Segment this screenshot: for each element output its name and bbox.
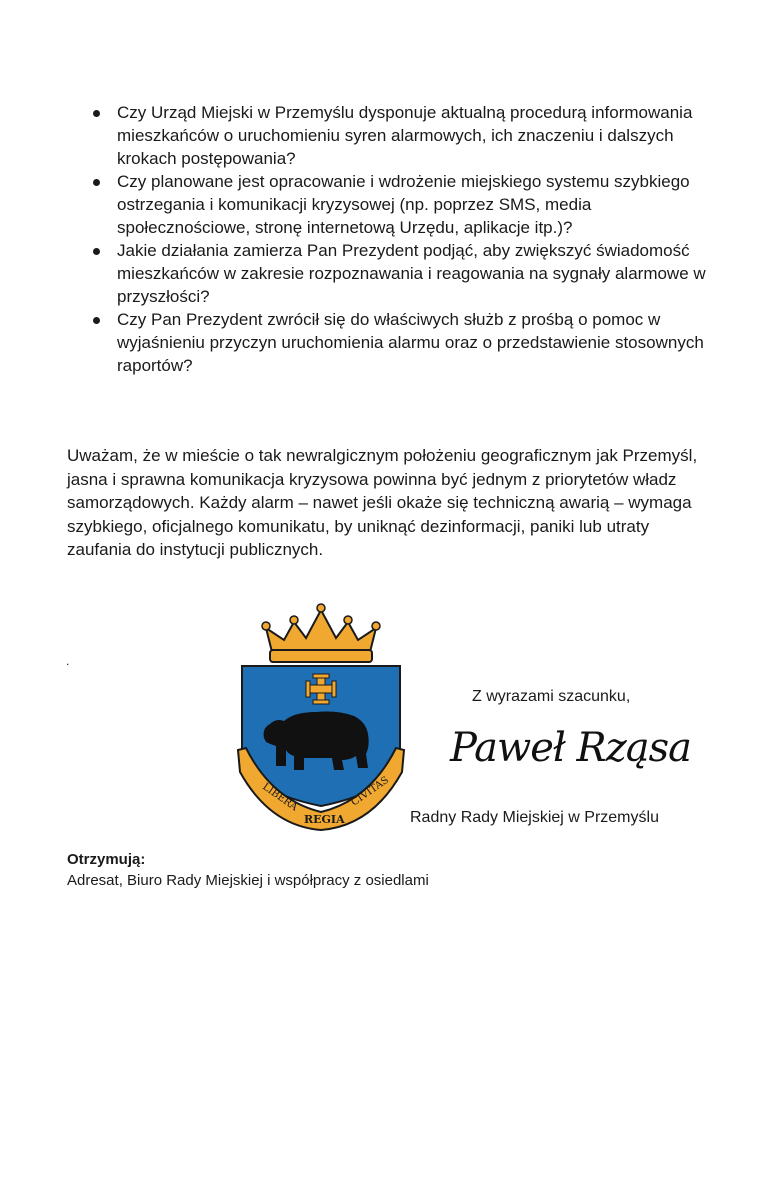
question-text: Jakie działania zamierza Pan Prezydent podjąć, aby zwiększyć świadomość mieszkańców w zakresie rozpoznawania i reagowania na sygnały alarmowe w przyszłości? bbox=[117, 241, 706, 306]
question-text: Czy planowane jest opracowanie i wdrożenie miejskiego systemu szybkiego ostrzegania i komunikacji kryzysowej (np. poprzez SMS, media społecznościowe, stronę internetową Urzędu, aplikacje itp.)? bbox=[117, 172, 690, 237]
list-item bbox=[93, 308, 713, 377]
question-list bbox=[93, 101, 713, 377]
crown-icon bbox=[262, 604, 380, 662]
list-item bbox=[93, 170, 713, 239]
handwritten-signature: Paweł Rząsa bbox=[450, 725, 691, 771]
motto-word: REGIA bbox=[304, 813, 345, 826]
coat-of-arms-icon bbox=[232, 600, 410, 832]
bullet-icon bbox=[93, 110, 100, 117]
bullet-icon bbox=[93, 317, 100, 324]
question-text: Czy Urząd Miejski w Przemyślu dysponuje aktualną procedurą informowania mieszkańców o uruchomieniu syren alarmowych, ich znaczeniu i dalszych krokach postępowania? bbox=[117, 103, 693, 168]
body-paragraph: Uważam, że w mieście o tak newralgicznym położeniu geograficznym jak Przemyśl, jasna i sprawna komunikacja kryzysowa powinna być jednym z priorytetów władz samorządowych. Każdy alarm – nawet jeśli okaże się techniczną awarią – wymaga szybkiego, oficjalnego komunikatu, by uniknąć dezinformacji, paniki lub utraty zaufania do instytucji publicznych. bbox=[67, 446, 698, 559]
bullet-icon bbox=[93, 179, 100, 186]
recipients-list: Adresat, Biuro Rady Miejskiej i współpracy z osiedlami bbox=[67, 872, 429, 889]
stray-mark: . bbox=[66, 654, 70, 668]
bullet-icon bbox=[93, 248, 100, 255]
list-item bbox=[93, 101, 713, 170]
recipients-label: Otrzymują: bbox=[67, 851, 146, 868]
question-text: Czy Pan Prezydent zwrócił się do właściwych służb z prośbą o pomoc w wyjaśnieniu przyczyn uruchomienia alarmu oraz o przedstawienie stosownych raportów? bbox=[117, 310, 704, 375]
list-item bbox=[93, 239, 713, 308]
motto-word: LIBERA bbox=[260, 781, 300, 814]
motto-word: CIVITAS bbox=[349, 774, 391, 809]
signer-role: Radny Rady Miejskiej w Przemyślu bbox=[410, 809, 659, 826]
closing-greeting: Z wyrazami szacunku, bbox=[472, 688, 631, 705]
